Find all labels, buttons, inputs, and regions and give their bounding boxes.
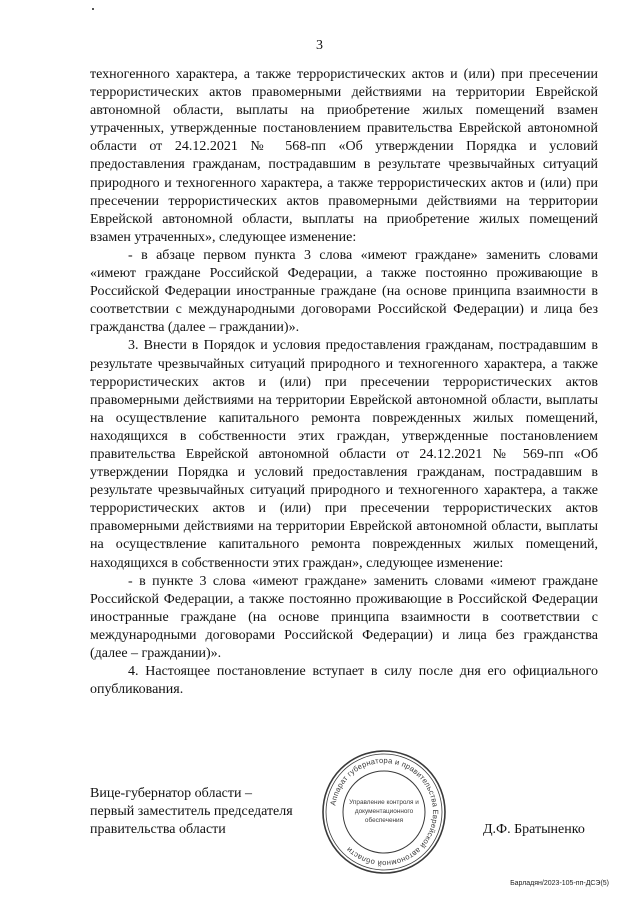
official-stamp [320,748,448,876]
page-number: 3 [316,38,323,53]
stamp-seal-icon [320,748,448,876]
document-code: Барладян/2023-105-пп-ДСЭ(5) [510,880,609,887]
signatory-title-line: первый заместитель председателя [90,804,293,819]
document-body [90,66,598,699]
paragraph-1: техногенного характера, а также террористических актов и (или) при пресечении террористических актов правомерными действиями на территории Еврейской автономной области, выплаты на приобретение жилых помещений взамен утраченных, утвержденные постановлением правительства Еврейской автономной области от 24.12.2021 № 568-пп «Об утверждении Порядка и условий предоставления гражданам, пострадавшим в результате чрезвычайных ситуаций природного и техногенного характера, а также террористических актов и (или) при пресечении террористических актов правомерными действиями на территории Еврейской автономной области, выплаты на приобретение жилых помещений взамен утраченных», следующее изменение: [90,67,598,245]
paragraph-3: 3. Внести в Порядок и условия предоставления гражданам, пострадавшим в результате чрезвычайных ситуаций природного и техногенного характера, а также террористических актов и (или) при пресечении террористических актов правомерными действиями на территории Еврейской автономной области, выплаты на осуществление капитального ремонта поврежденных жилых помещений, находящихся в собственности этих граждан, утвержденные постановлением правительства Еврейской автономной области от 24.12.2021 № 569-пп «Об утверждении Порядка и условий предоставления гражданам, пострадавшим в результате чрезвычайных ситуаций природного и техногенного характера, а также террористических актов и (или) при пресечении террористических актов правомерными действиями на территории Еврейской автономной области, выплаты на осуществление капитального ремонта поврежденных жилых помещений, находящихся в собственности этих граждан», следующее изменение: [90,338,598,571]
scan-mark [92,8,94,10]
signatory-title-line: правительства области [90,822,226,837]
paragraph-5: 4. Настоящее постановление вступает в силу после дня его официального опубликования. [90,664,598,698]
svg-text:документационного: документационного [354,808,414,815]
signatory-title-line: Вице-губернатор области – [90,786,252,801]
paragraph-2: - в абзаце первом пункта 3 слова «имеют граждане» заменить словами «имеют граждане Российской Федерации, а также постоянно проживающие в Российской Федерации иностранные граждане (на основе принципа взаимности в соответствии с международными договорами Российской Федерации) и лица без гражданства (далее – граждании)». [90,247,598,336]
svg-text:Управление контроля и: Управление контроля и [349,799,419,806]
signatory-name: Д.Ф. Братыненко [483,822,585,837]
paragraph-4: - в пункте 3 слова «имеют граждане» заменить словами «имеют граждане Российской Федерации, а также постоянно проживающие в Российской Федерации иностранные граждане (на основе принципа взаимности в соответствии с международными договорами Российской Федерации) и лица без гражданства (далее – граждании)». [90,573,598,661]
svg-text:Аппарат губернатора и правител: Аппарат губернатора и правительства Еврейской автономной области [328,755,441,869]
signatory-title [90,785,330,839]
svg-text:обеспечения: обеспечения [364,817,404,824]
